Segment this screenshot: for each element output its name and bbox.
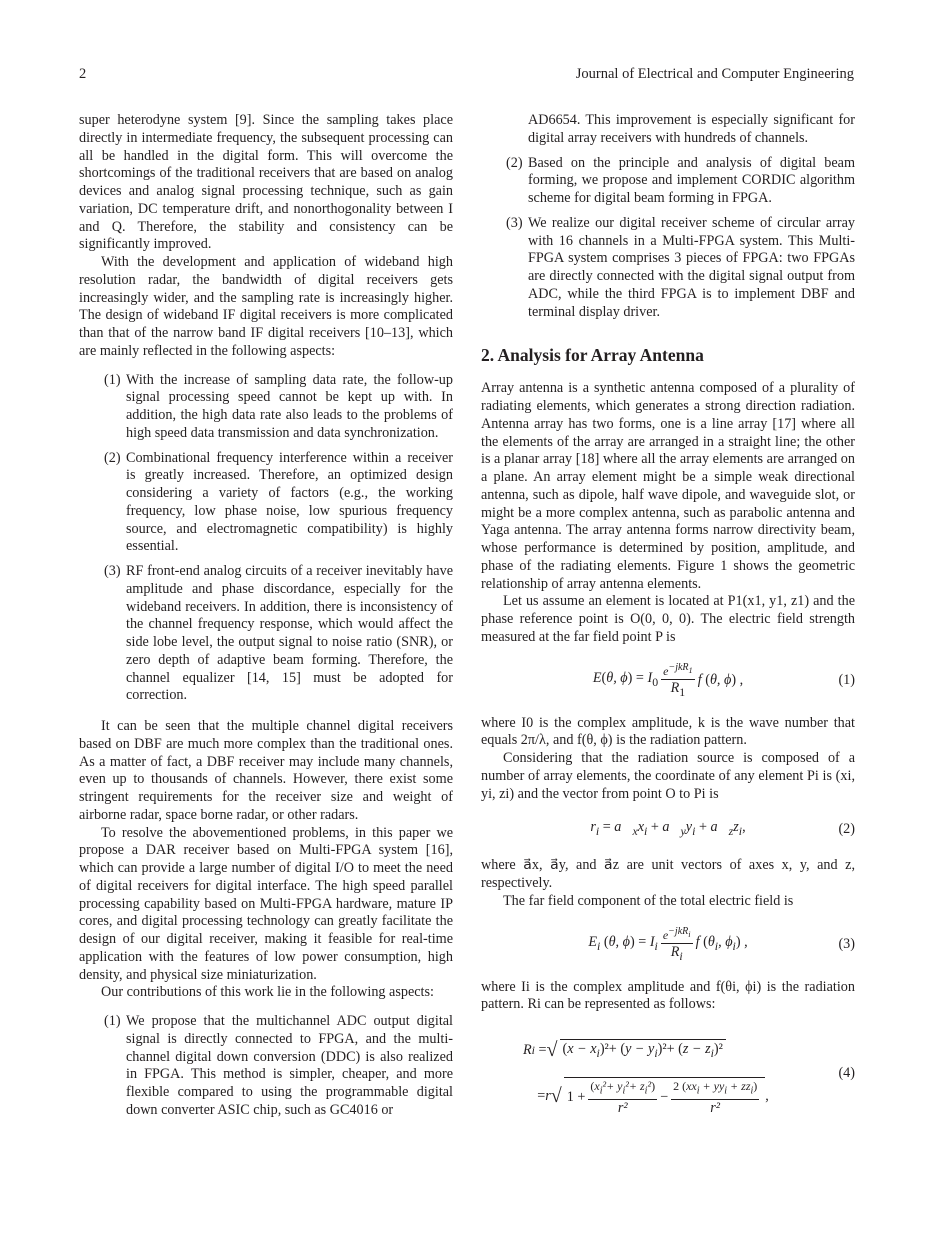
paragraph: where I0 is the complex amplitude, k is the wave number that equals 2π/λ, and f(θ, ϕ) is the radiation pattern. — [481, 714, 855, 749]
section-heading: 2. Analysis for Array Antenna — [481, 345, 704, 366]
paragraph: where a⃗x, a⃗y, and a⃗z are unit vectors of axes x, y, and z, respectively. — [481, 857, 855, 891]
paragraph: It can be seen that the multiple channel digital receivers based on DBF are much more complex than the traditional ones. As a matter of fact, a DBF receiver may include many channels, even up to thousands of channels. However, there exist some stringent requirements for the receiver size and weight of airborne radar, space borne radar, or other radars. — [79, 718, 453, 823]
list-item: (1) With the increase of sampling data rate, the follow-up signal processing speed cannot be kept up with. In addition, the high data rate also leads to the problems of high speed data transmission and data synchronization. — [104, 371, 453, 441]
right-column — [481, 112, 855, 1130]
list-item: (3) RF front-end analog circuits of a receiver inevitably have amplitude and phase discordance, especially for the wideband receivers. In addition, there is inconsistency of the channel frequency response, which would affect the side lobe level, the output signal to noise ratio (SNR), or zero depth of adaptive beam forming. Therefore, the channel equalizer [14, 15] must be adopted for correction. — [104, 563, 453, 704]
list-item: (2) Combinational frequency interference within a receiver is greatly increased. Therefore, an optimized design considering a variety of factors (e.g., the working frequency, low phase noise, low spurious frequency source, and electromagnetic compatibility) is highly essential. — [104, 449, 453, 555]
equation-1: E(θ, $\phi) = I_0$ $\frac{e^{-jkR_1}}{R_1}$ f (θ, ϕ) , (1) — [592, 662, 855, 699]
contributions-list-continued — [481, 112, 855, 321]
page-number: 2 — [79, 66, 87, 82]
paragraph: Array antenna is a synthetic antenna composed of a plurality of radiating elements, which generates a strong direction radiation. Antenna array has two forms, one is a line array [17] where all the elements of the array are arranged in a straight line; the other is a planar array [18] where all the array elements are arranged on a plane. An array element might be a simple weak directional antenna, such as dipole, half wave dipole, and waveguide slot, or might be a more complex antenna, such as parabolic antenna and Yaga antenna. The array antenna forms narrow directivity beam, whose performance is determined by position, amplitude, and phase of the radiating elements. Figure 1 shows the geometric relationship of array antenna elements. — [481, 380, 855, 592]
paragraph: With the development and application of wideband high resolution radar, the bandwidth of digital receivers gets increasingly wider, and the sampling rate is increasingly higher. The design of wideband IF digital receivers is more complicated than that of the narrow band IF digital receivers [10–13], which are mainly reflected in the following aspects: — [79, 254, 453, 359]
equation-number: (4) — [838, 1065, 855, 1082]
journal-name: Journal of Electrical and Computer Engineering — [575, 66, 854, 82]
paragraph: Let us assume an element is located at P1(x1, y1, z1) and the phase reference point is O(0, 0, 0). The electric field strength measured at the far field point P is — [481, 593, 855, 645]
paragraph: Considering that the radiation source is composed of a number of array elements, the coordinate of any element Pi is (xi, yi, zi) and the vector from point O to Pi is — [481, 750, 855, 802]
equation-3: $E_i$ (θ, $\phi) = I_i$ $\frac{e^{-jkR_i}}{R_i}$ f ($\theta_i$, $\phi_i$) , (3) — [588, 926, 855, 963]
list-item: (1) We propose that the multichannel ADC output digital signal is directly connected to FPGA, and the multi-channel digital down conversion (DDC) is also realized in FPGA. This method is simpler, cheaper, and more flexible compared to using the programmable digital down converter ASIC chip, such as GC4016 or — [104, 1013, 453, 1118]
paragraph: where Ii is the complex amplitude and f(θi, ϕi) is the radiation pattern. Ri can be represented as follows: — [481, 978, 855, 1013]
equation-4: R i = √ $(x - x_i)^2+ (y - y_i)^2+ (z - z_i)^2$ = r √ 1 + $\frac{(x_i^2+ y_i^2+ z_i^2)}{\text{r²}}$ − $\frac{2 (xx_i + yy_i + zz_i)}{\text{r²}}$ , (4) — [523, 1039, 855, 1116]
equation-number: (2) — [838, 821, 855, 838]
left-column — [79, 112, 453, 1133]
paragraph: Our contributions of this work lie in the following aspects: — [101, 984, 434, 1001]
equation-2: $r_i$ = $a⃗_xx_i$ + $a⃗_yy_i$ + $a⃗_zz_i$, (2) — [590, 819, 855, 839]
list-item: (3) We realize our digital receiver scheme of circular array with 16 channels in a Multi-FPGA system. This Multi-FPGA system comprises 3 pieces of FPGA: two FPGAs are directly connected with the digital signal output from ADC, while the third FPGA is to implement DBF and terminal display driver. — [506, 214, 855, 320]
contributions-list — [79, 1013, 453, 1120]
list-item: (2) Based on the principle and analysis of digital beam forming, we propose and implement CORDIC algorithm scheme for digital beam forming in FPGA. — [506, 154, 855, 206]
paragraph: To resolve the abovementioned problems, in this paper we propose a DAR receiver based on Multi-FPGA system [16], which can provide a large number of digital I/O to meet the need of digital receivers for digital interface. The high speed parallel processing capability based on Multi-FPGA hardware, mature IP cores, and digital processing technology can greatly facilitate the design of our digital receiver, making it feasible for real-time application with the features of low power consumption, high density, and physical size miniaturization. — [79, 824, 453, 983]
list-item: AD6654. This improvement is especially significant for digital array receivers with hundreds of channels. — [528, 112, 855, 146]
aspects-list — [79, 372, 453, 706]
paragraph: super heterodyne system [9]. Since the sampling takes place directly in intermediate frequency, the subsequent processing can all be handled in the digital form. This will overcome the shortcomings of the traditional receivers that are based on analog devices and analog signal processing technique, such as gain variation, DC temperature drift, and nonorthogonality between I and Q. Therefore, the stability and consistency can be significantly improved. — [79, 112, 453, 253]
paragraph: The far field component of the total electric field is — [503, 892, 794, 909]
equation-number: (1) — [838, 671, 855, 688]
equation-number: (3) — [838, 935, 855, 952]
